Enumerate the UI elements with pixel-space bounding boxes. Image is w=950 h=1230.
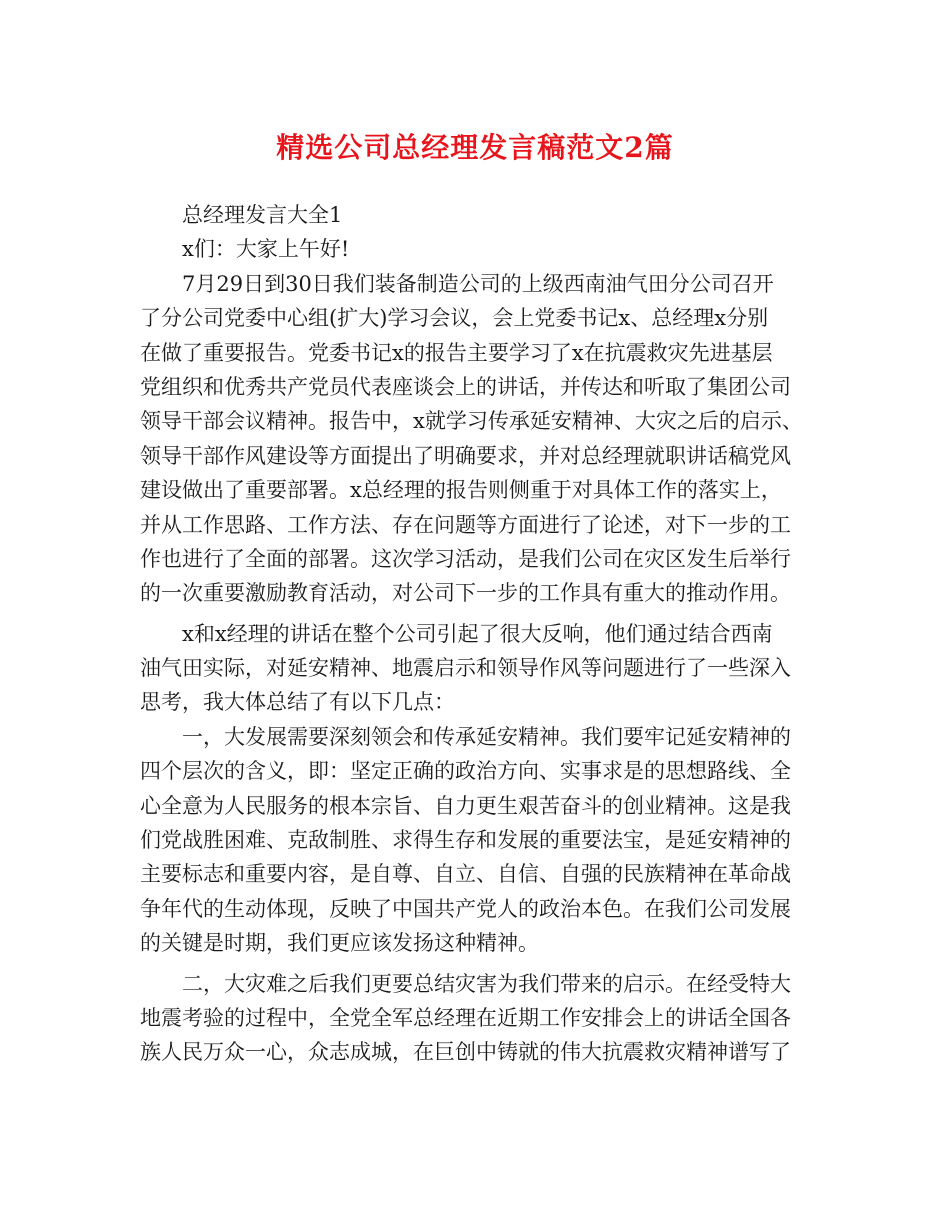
greeting-line: x们：大家上午好! [182, 237, 350, 262]
text-line: 的关键是时期，我们更应该发扬这种精神。 [140, 931, 539, 956]
document-body [140, 198, 830, 1070]
text-line: x和x经理的讲话在整个公司引起了很大反响，他们通过结合西南 [182, 621, 773, 646]
text-line: 油气田实际，对延安精神、地震启示和领导作风等问题进行了一些深入 [140, 656, 791, 681]
section-heading: 总经理发言大全1 [182, 203, 343, 227]
text-line: 二，大灾难之后我们更要总结灾害为我们带来的启示。在经受特大 [182, 971, 791, 996]
text-line: 领导干部作风建设等方面提出了明确要求，并对总经理就职讲话稿党风 [140, 443, 791, 468]
text-line: 7月29日到30日我们装备制造公司的上级西南油气田分公司召开 [182, 271, 774, 296]
text-line: 思考，我大体总结了有以下几点： [140, 690, 455, 715]
text-line: 心全意为人民服务的根本宗旨、自力更生艰苦奋斗的创业精神。这是我 [140, 793, 791, 818]
paragraph-4 [140, 967, 830, 1070]
text-line: 四个层次的含义，即：坚定正确的政治方向、实事求是的思想路线、全 [140, 759, 791, 784]
paragraph-2 [140, 617, 830, 720]
text-line: 们党战胜困难、克敌制胜、求得生存和发展的重要法宝，是延安精神的 [140, 828, 791, 853]
text-line: 一，大发展需要深刻领会和传承延安精神。我们要牢记延安精神的 [182, 724, 791, 749]
document-title: 精选公司总经理发言稿范文2篇 [276, 131, 674, 164]
paragraph-3 [140, 720, 830, 961]
text-line: 在做了重要报告。党委书记x的报告主要学习了x在抗震救灾先进基层 [140, 340, 773, 365]
paragraph-1 [140, 267, 830, 611]
text-line: 并从工作思路、工作方法、存在问题等方面进行了论述，对下一步的工 [140, 512, 791, 537]
text-line: 争年代的生动体现，反映了中国共产党人的政治本色。在我们公司发展 [140, 896, 791, 921]
text-line: 作也进行了全面的部署。这次学习活动，是我们公司在灾区发生后举行 [140, 546, 791, 571]
text-line: 族人民万众一心，众志成城，在巨创中铸就的伟大抗震救灾精神谱写了 [140, 1040, 791, 1065]
text-line: 领导干部会议精神。报告中，x就学习传承延安精神、大灾之后的启示、 [140, 409, 803, 434]
text-line: 建设做出了重要部署。x总经理的报告则侧重于对具体工作的落实上， [140, 478, 782, 503]
text-line: 主要标志和重要内容，是自尊、自立、自信、自强的民族精神在革命战 [140, 862, 791, 887]
text-line: 的一次重要激励教育活动，对公司下一步的工作具有重大的推动作用。 [140, 581, 791, 606]
text-line: 党组织和优秀共产党员代表座谈会上的讲话，并传达和听取了集团公司 [140, 374, 791, 399]
text-line: 地震考验的过程中，全党全军总经理在近期工作安排会上的讲话全国各 [140, 1005, 791, 1030]
text-line: 了分公司党委中心组(扩大)学习会议，会上党委书记x、总经理x分别 [140, 306, 769, 331]
